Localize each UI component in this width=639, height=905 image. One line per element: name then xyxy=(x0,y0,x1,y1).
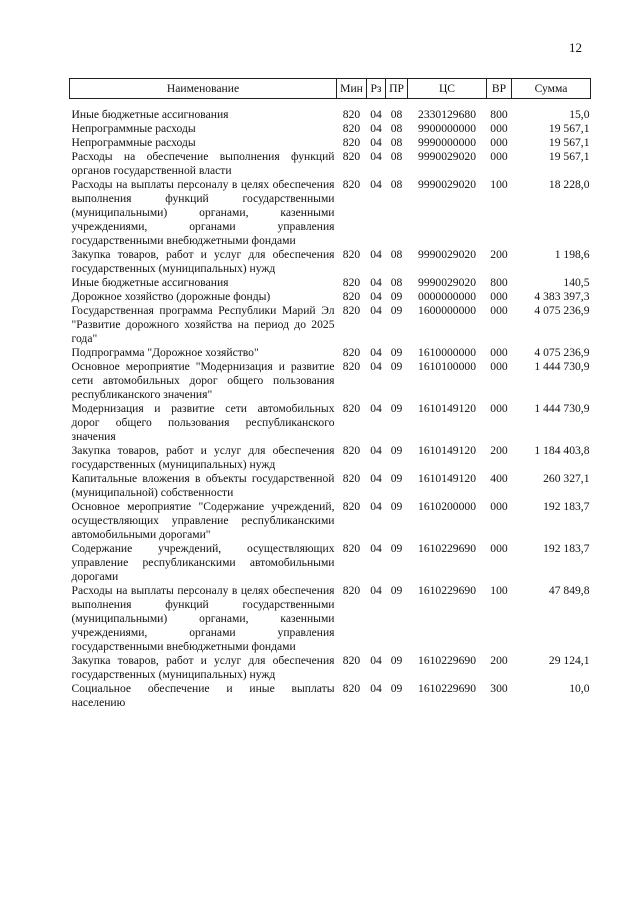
cell-vr: 100 xyxy=(490,584,508,597)
header-cs: ЦС xyxy=(408,79,487,99)
cell-sum: 1 444 730,9 xyxy=(534,402,590,415)
cell-vr: 300 xyxy=(490,682,508,695)
cell-vr: 000 xyxy=(490,304,508,317)
cell-min: 820 xyxy=(342,360,361,373)
table-row xyxy=(70,248,591,276)
cell-vr: 800 xyxy=(490,276,508,289)
cell-min: 820 xyxy=(342,108,361,121)
table-row xyxy=(70,150,591,178)
cell-cs: 1610229690 xyxy=(418,654,476,667)
cell-min: 820 xyxy=(342,682,361,695)
cell-name: Непрограммные расходы xyxy=(71,136,196,149)
cell-rz: 04 xyxy=(370,654,382,667)
cell-rz: 04 xyxy=(370,360,382,373)
cell-name: Расходы на выплаты персоналу в целях обеспечения выполнения функций государственными (муниципальными) органами, казенными учреждениями, органами управления государственными внебюджетными фондами xyxy=(71,178,335,247)
table-row xyxy=(70,584,591,654)
cell-pr: 09 xyxy=(390,360,403,373)
cell-rz: 04 xyxy=(370,276,382,289)
cell-name: Иные бюджетные ассигнования xyxy=(71,108,229,121)
header-pr: ПР xyxy=(386,79,408,99)
cell-pr: 09 xyxy=(390,472,403,485)
cell-vr: 400 xyxy=(490,472,508,485)
table-row xyxy=(70,444,591,472)
cell-name: Закупка товаров, работ и услуг для обеспечения государственных (муниципальных) нужд xyxy=(71,248,335,275)
cell-rz: 04 xyxy=(370,108,382,121)
cell-min: 820 xyxy=(342,122,361,135)
cell-vr: 800 xyxy=(490,108,508,121)
cell-sum: 192 183,7 xyxy=(543,500,590,513)
header-name: Наименование xyxy=(70,79,337,99)
cell-name: Основное мероприятие "Модернизация и развитие сети автомобильных дорог общего пользования республиканского значения" xyxy=(71,360,335,401)
cell-cs: 9900000000 xyxy=(418,122,476,135)
cell-sum: 18 228,0 xyxy=(548,178,590,191)
cell-min: 820 xyxy=(342,178,361,191)
cell-name: Модернизация и развитие сети автомобильных дорог общего пользования республиканского значения xyxy=(71,402,335,443)
cell-cs: 1600000000 xyxy=(418,304,476,317)
header-vr: ВР xyxy=(487,79,512,99)
cell-vr: 000 xyxy=(490,402,508,415)
cell-cs: 1610000000 xyxy=(418,346,476,359)
cell-vr: 000 xyxy=(490,290,508,303)
cell-name: Закупка товаров, работ и услуг для обеспечения государственных (муниципальных) нужд xyxy=(71,654,335,681)
table-row xyxy=(70,304,591,346)
cell-cs: 9990029020 xyxy=(418,276,476,289)
table-row xyxy=(70,122,591,136)
cell-min: 820 xyxy=(342,290,361,303)
table-row xyxy=(70,136,591,150)
cell-rz: 04 xyxy=(370,136,382,149)
cell-sum: 192 183,7 xyxy=(543,542,590,555)
cell-rz: 04 xyxy=(370,150,382,163)
cell-vr: 200 xyxy=(490,654,508,667)
cell-name: Непрограммные расходы xyxy=(71,122,196,135)
cell-vr: 200 xyxy=(490,248,508,261)
cell-rz: 04 xyxy=(370,290,382,303)
cell-min: 820 xyxy=(342,346,361,359)
table-row xyxy=(70,178,591,248)
cell-pr: 09 xyxy=(390,402,403,415)
cell-min: 820 xyxy=(342,542,361,555)
header-sum: Сумма xyxy=(512,79,591,99)
cell-vr: 000 xyxy=(490,136,508,149)
cell-min: 820 xyxy=(342,248,361,261)
cell-vr: 000 xyxy=(490,360,508,373)
cell-pr: 09 xyxy=(390,290,403,303)
cell-min: 820 xyxy=(342,150,361,163)
cell-pr: 08 xyxy=(390,178,403,191)
cell-pr: 09 xyxy=(390,682,403,695)
cell-min: 820 xyxy=(342,472,361,485)
cell-name: Содержание учреждений, осуществляющих управление республиканскими автомобильными дорогами xyxy=(71,542,335,583)
cell-sum: 4 075 236,9 xyxy=(534,304,590,317)
page-number: 12 xyxy=(569,40,582,55)
cell-cs: 0000000000 xyxy=(418,290,476,303)
cell-sum: 4 075 236,9 xyxy=(534,346,590,359)
cell-vr: 000 xyxy=(490,150,508,163)
cell-rz: 04 xyxy=(370,122,382,135)
cell-min: 820 xyxy=(342,584,361,597)
table-body xyxy=(70,99,591,711)
cell-rz: 04 xyxy=(370,304,382,317)
cell-name: Основное мероприятие "Содержание учреждений, осуществляющих управление республиканскими автомобильными дорогами" xyxy=(71,500,335,541)
cell-rz: 04 xyxy=(370,248,382,261)
cell-name: Расходы на обеспечение выполнения функций органов государственной власти xyxy=(71,150,335,177)
cell-sum: 29 124,1 xyxy=(548,654,590,667)
cell-sum: 260 327,1 xyxy=(543,472,590,485)
cell-rz: 04 xyxy=(370,178,382,191)
cell-sum: 19 567,1 xyxy=(548,122,590,135)
cell-pr: 09 xyxy=(390,346,403,359)
table-header-row xyxy=(70,79,591,99)
cell-cs: 9990029020 xyxy=(418,178,476,191)
cell-min: 820 xyxy=(342,136,361,149)
cell-min: 820 xyxy=(342,402,361,415)
cell-pr: 08 xyxy=(390,136,403,149)
cell-min: 820 xyxy=(342,304,361,317)
budget-table xyxy=(69,78,591,710)
cell-cs: 1610149120 xyxy=(418,444,476,457)
cell-cs: 1610149120 xyxy=(418,402,476,415)
cell-pr: 09 xyxy=(390,500,403,513)
cell-sum: 47 849,8 xyxy=(548,584,590,597)
table-row xyxy=(70,682,591,710)
cell-min: 820 xyxy=(342,654,361,667)
table-row xyxy=(70,500,591,542)
header-min: Мин xyxy=(337,79,367,99)
cell-rz: 04 xyxy=(370,472,382,485)
cell-cs: 9990029020 xyxy=(418,248,476,261)
cell-cs: 1610229690 xyxy=(418,584,476,597)
cell-min: 820 xyxy=(342,276,361,289)
cell-cs: 2330129680 xyxy=(418,108,476,121)
cell-name: Расходы на выплаты персоналу в целях обеспечения выполнения функций государственными (муниципальными) органами, казенными учреждениями, органами управления государственными внебюджетными фондами xyxy=(71,584,335,653)
cell-rz: 04 xyxy=(370,682,382,695)
cell-name: Социальное обеспечение и иные выплаты населению xyxy=(71,682,335,709)
cell-name: Дорожное хозяйство (дорожные фонды) xyxy=(71,290,271,303)
cell-rz: 04 xyxy=(370,500,382,513)
cell-pr: 08 xyxy=(390,108,403,121)
cell-name: Государственная программа Республики Марий Эл "Развитие дорожного хозяйства на период до 2025 года" xyxy=(71,304,335,345)
cell-name: Иные бюджетные ассигнования xyxy=(71,276,229,289)
cell-rz: 04 xyxy=(370,346,382,359)
cell-vr: 200 xyxy=(490,444,508,457)
cell-pr: 08 xyxy=(390,150,403,163)
cell-min: 820 xyxy=(342,500,361,513)
cell-sum: 4 383 397,3 xyxy=(534,290,590,303)
cell-cs: 1610100000 xyxy=(418,360,476,373)
cell-pr: 08 xyxy=(390,248,403,261)
table-row xyxy=(70,402,591,444)
cell-sum: 15,0 xyxy=(569,108,590,121)
cell-cs: 9990029020 xyxy=(418,150,476,163)
cell-sum: 1 184 403,8 xyxy=(534,444,590,457)
cell-pr: 09 xyxy=(390,304,403,317)
cell-cs: 9990000000 xyxy=(418,136,476,149)
cell-vr: 100 xyxy=(490,178,508,191)
cell-pr: 09 xyxy=(390,584,403,597)
table-row xyxy=(70,346,591,360)
table-row xyxy=(70,542,591,584)
cell-cs: 1610200000 xyxy=(418,500,476,513)
table-row xyxy=(70,99,591,123)
cell-sum: 1 444 730,9 xyxy=(534,360,590,373)
cell-sum: 140,5 xyxy=(563,276,590,289)
cell-sum: 10,0 xyxy=(569,682,590,695)
cell-vr: 000 xyxy=(490,346,508,359)
cell-sum: 1 198,6 xyxy=(554,248,590,261)
cell-pr: 09 xyxy=(390,444,403,457)
cell-pr: 08 xyxy=(390,122,403,135)
cell-rz: 04 xyxy=(370,542,382,555)
cell-pr: 09 xyxy=(390,542,403,555)
table-row xyxy=(70,654,591,682)
cell-cs: 1610229690 xyxy=(418,682,476,695)
cell-pr: 08 xyxy=(390,276,403,289)
cell-rz: 04 xyxy=(370,584,382,597)
cell-sum: 19 567,1 xyxy=(548,136,590,149)
header-rz: Рз xyxy=(367,79,386,99)
table-row xyxy=(70,276,591,290)
cell-name: Закупка товаров, работ и услуг для обеспечения государственных (муниципальных) нужд xyxy=(71,444,335,471)
cell-cs: 1610149120 xyxy=(418,472,476,485)
cell-sum: 19 567,1 xyxy=(548,150,590,163)
cell-vr: 000 xyxy=(490,500,508,513)
cell-min: 820 xyxy=(342,444,361,457)
cell-rz: 04 xyxy=(370,444,382,457)
cell-name: Капитальные вложения в объекты государственной (муниципальной) собственности xyxy=(71,472,335,499)
cell-rz: 04 xyxy=(370,402,382,415)
cell-name: Подпрограмма "Дорожное хозяйство" xyxy=(71,346,259,359)
cell-cs: 1610229690 xyxy=(418,542,476,555)
cell-vr: 000 xyxy=(490,542,508,555)
cell-pr: 09 xyxy=(390,654,403,667)
table-row xyxy=(70,360,591,402)
cell-vr: 000 xyxy=(490,122,508,135)
table-row xyxy=(70,290,591,304)
table-row xyxy=(70,472,591,500)
